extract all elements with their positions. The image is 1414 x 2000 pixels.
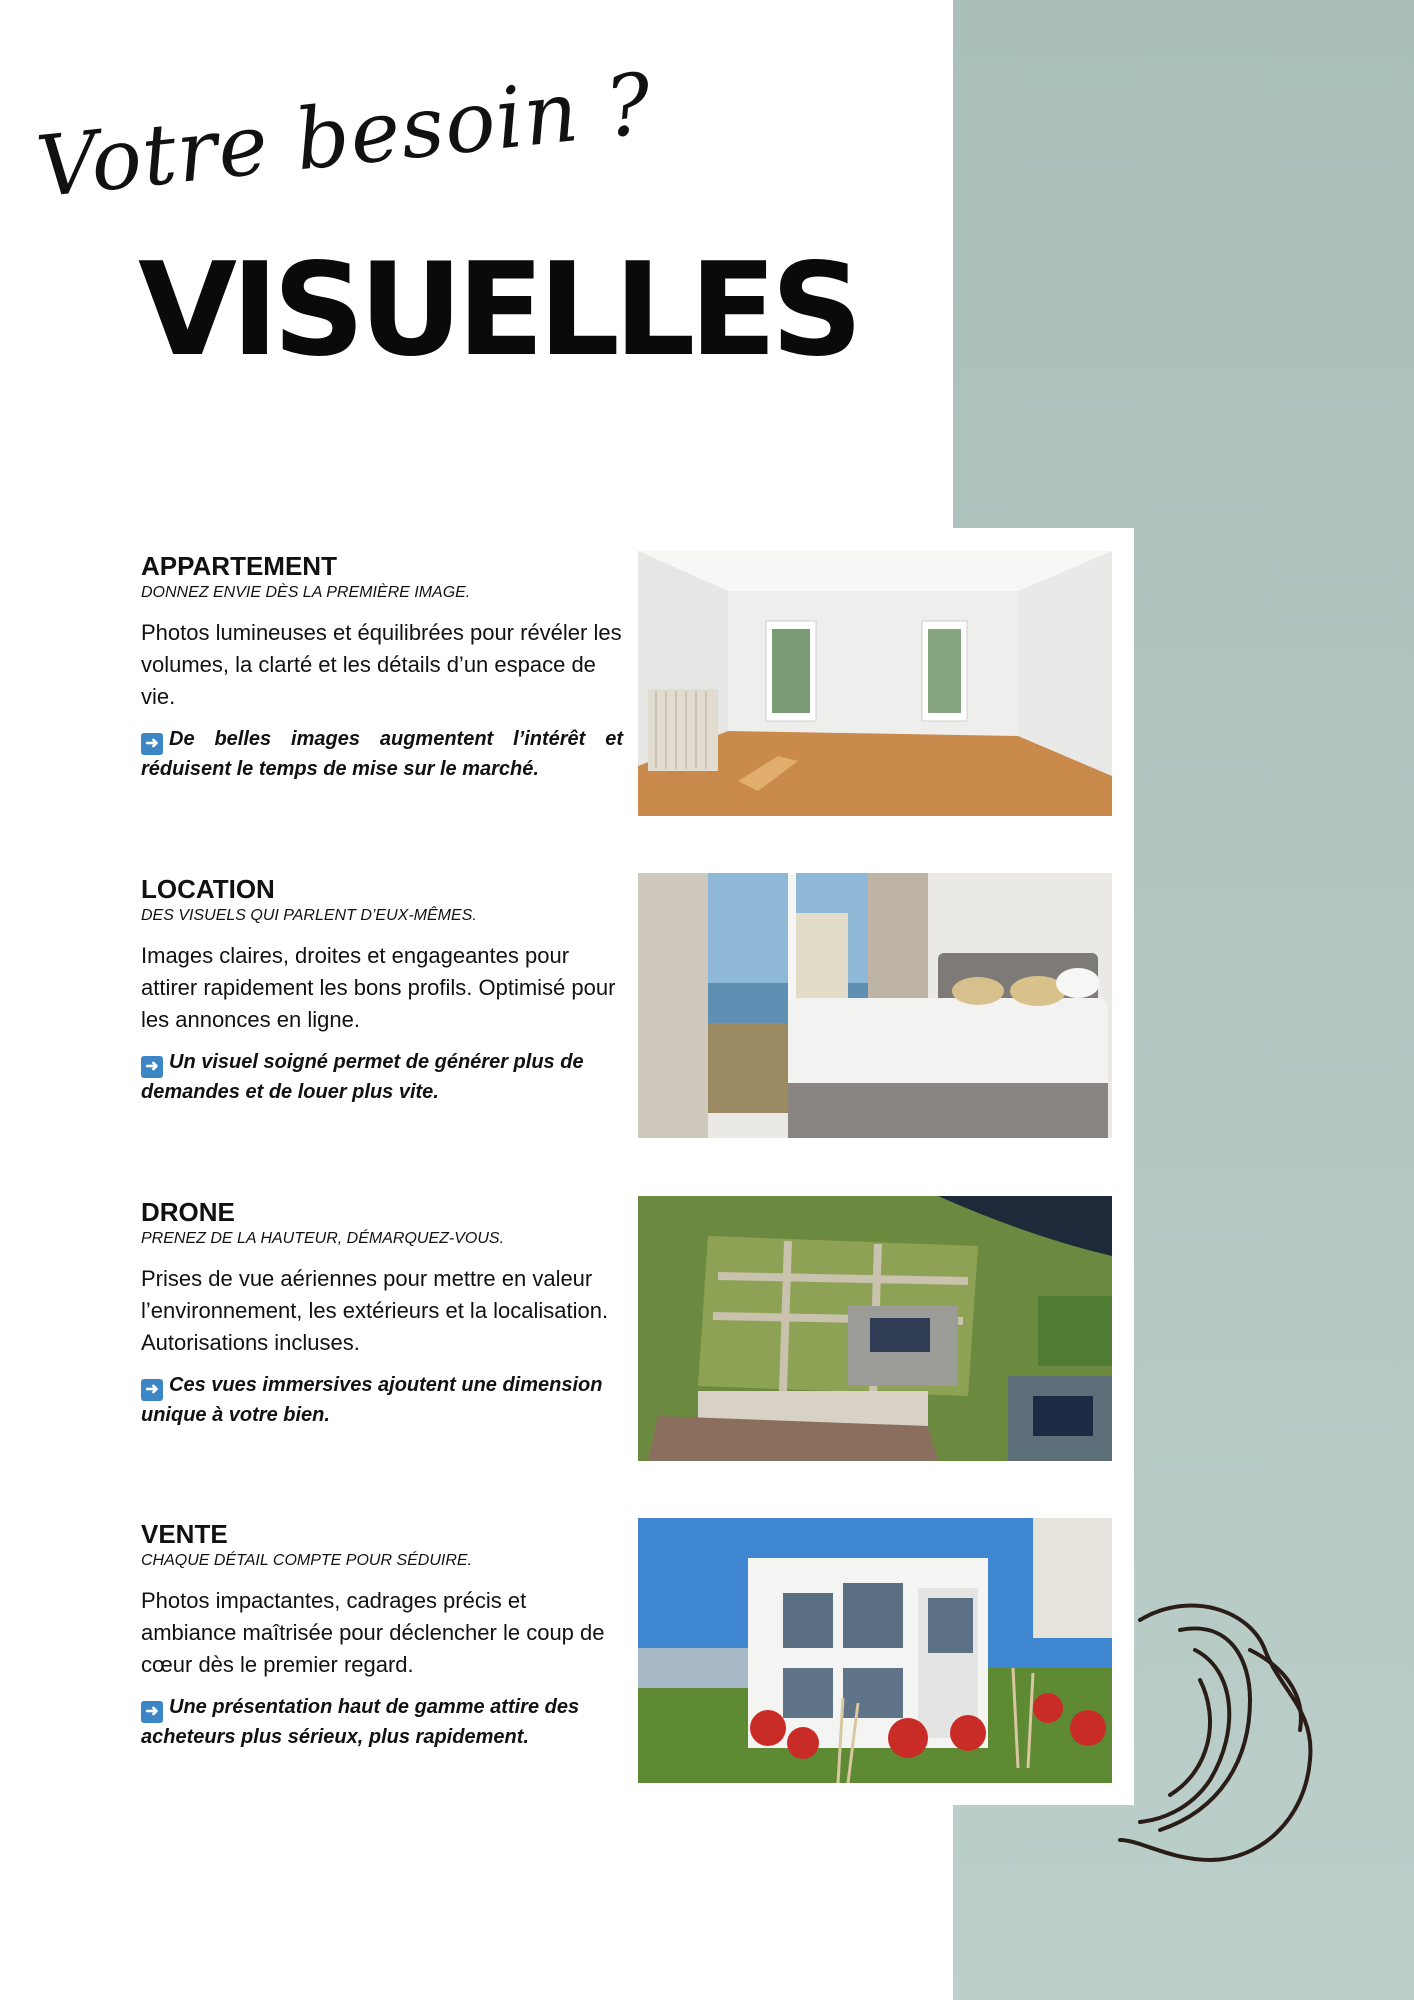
aerial-house-garden-photo (638, 1196, 1112, 1461)
arrow-right-icon: ➜ (141, 1379, 163, 1401)
section-appartement (141, 551, 623, 784)
section-note-text: Ces vues immersives ajoutent une dimension unique à votre bien. (141, 1374, 603, 1426)
abstract-line-drawing-icon (1100, 1590, 1320, 1870)
section-note (141, 725, 623, 784)
section-note-text: Une présentation haut de gamme attire des acheteurs plus sérieux, plus rapidement. (141, 1696, 580, 1748)
section-body: Images claires, droites et engageantes pour attirer rapidement les bons profils. Optimisé pour les annonces en ligne. (141, 943, 616, 1032)
arrow-right-icon: ➜ (141, 1056, 163, 1078)
section-body: Photos impactantes, cadrages précis et ambiance maîtrisée pour déclencher le coup de cœur dès le premier regard. (141, 1588, 605, 1677)
bedroom-lake-view-photo (638, 873, 1112, 1138)
section-subtitle: DES VISUELS QUI PARLENT D’EUX-MÊMES. (141, 907, 477, 924)
arrow-right-icon: ➜ (141, 733, 163, 755)
section-body: Photos lumineuses et équilibrées pour révéler les volumes, la clarté et les détails d’un espace de vie. (141, 620, 622, 709)
main-title: VISUELLES (138, 236, 857, 385)
section-note (141, 1371, 623, 1430)
empty-room-parquet-photo (638, 551, 1112, 816)
section-heading: APPARTEMENT (141, 551, 337, 581)
section-heading: VENTE (141, 1519, 228, 1549)
section-heading: LOCATION (141, 874, 275, 904)
arrow-right-icon: ➜ (141, 1701, 163, 1723)
section-drone (141, 1197, 623, 1430)
section-location (141, 874, 623, 1107)
section-vente (141, 1519, 623, 1752)
modern-villa-exterior-photo (638, 1518, 1112, 1783)
section-note-text: De belles images augmentent l’intérêt et réduisent le temps de mise sur le marché. (141, 728, 623, 780)
section-note-text: Un visuel soigné permet de générer plus de demandes et de louer plus vite. (141, 1051, 584, 1103)
section-subtitle: CHAQUE DÉTAIL COMPTE POUR SÉDUIRE. (141, 1552, 473, 1569)
section-heading: DRONE (141, 1197, 235, 1227)
section-subtitle: PRENEZ DE LA HAUTEUR, DÉMARQUEZ-VOUS. (141, 1230, 505, 1247)
section-body: Prises de vue aériennes pour mettre en valeur l’environnement, les extérieurs et la localisation. Autorisations incluses. (141, 1266, 609, 1355)
section-note (141, 1693, 623, 1752)
script-title: Votre besoin ? (32, 54, 657, 217)
section-subtitle: DONNEZ ENVIE DÈS LA PREMIÈRE IMAGE. (141, 584, 471, 601)
section-note (141, 1048, 623, 1107)
